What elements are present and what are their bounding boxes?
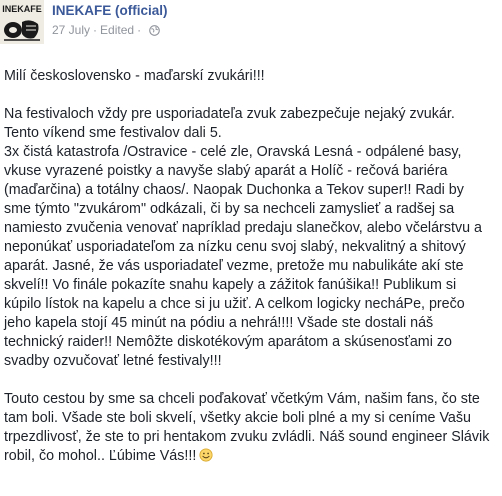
meta-separator: ·: [137, 23, 142, 37]
globe-icon[interactable]: [149, 25, 160, 36]
avatar[interactable]: [0, 0, 44, 44]
edited-link[interactable]: Edited: [100, 23, 135, 37]
post-header: [0, 0, 502, 44]
post-paragraph: Na festivaloch vždy pre usporiadateľa zvuk zabezpečuje nejaký zvukár. Tento víkend sme festivalov dali 5. 3x čistá katastrofa /Ostravice - celé zle, Oravská Lesná - odpálené basy, vkuse vyrazené poistky a navyše slabý aparát a Holíč - rečová bariéra (maďarčina) a totálny chaos/. Naopak Duchonka a Tekov super!! Radi by sme týmto "zvukárom" odkázali, či by sa nechceli zamyslieť a radšej sa namiesto zvučenia venovať napríklad predaju slanečkov, alebo včelárstvu a neponúkať usporiadateľom za nízku cenu svoj slabý, nekvalitný a shitový aparát. Jasné, že vás usporiadateľ vezme, pretože mu nabulikáte akí ste skvelí!! Vo finále pokazíte snahu kapely a zážitok fanúšika!! Publikum si kúpilo lístok na kapelu a chce si ju užiť. A celkom logicky necháPe, prečo jeho kapela stojí 45 minút na pódiu a nehrá!!!! Všade ste dostali náš technický raider!! Nemôžte diskotékovým aparátom a skúsenosťami zo svadby ozvučovať letné festivaly!!!: [4, 106, 482, 369]
post-paragraph: Milí československo - maďarskí zvukári!!!: [4, 68, 265, 84]
post-date[interactable]: 27 July: [52, 23, 91, 37]
inekafe-logo-icon: [0, 0, 44, 44]
post-body: [4, 67, 498, 485]
page-name-link[interactable]: INEKAFE (official): [52, 3, 168, 18]
post-meta: [52, 23, 160, 37]
post-paragraph-last: [4, 390, 498, 466]
meta-separator: ·: [93, 23, 98, 37]
smiley-icon: [199, 448, 213, 462]
post-paragraph-text: Touto cestou by sme sa chceli poďakovať včetkým Vám, našim fans, čo ste tam boli. Všade ste boli skvelí, všetky akcie boli plné a my si ceníme Vašu trpezdlivosť, že ste to pri hentakom zvuku zvládli. Náš sound engineer Slávik robil, čo mohol.. Ľúbime Vás!!!: [4, 391, 490, 464]
svg-text:INEKAFE: INEKAFE: [2, 4, 42, 14]
